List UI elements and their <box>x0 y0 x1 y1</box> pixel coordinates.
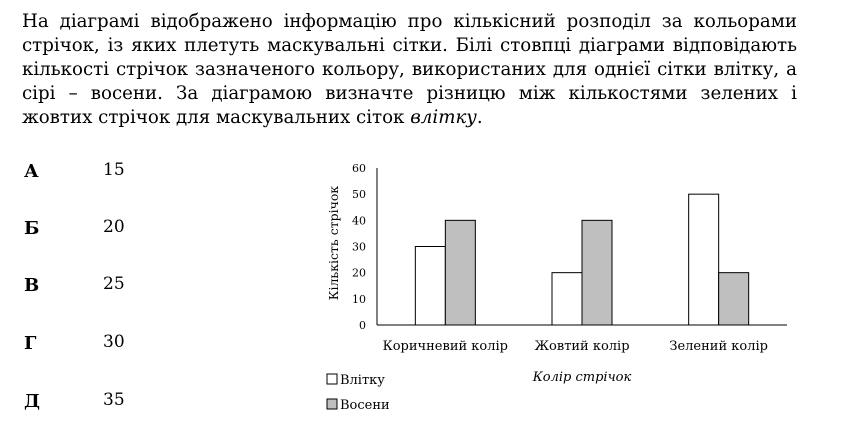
option-value-d: 30 <box>103 332 125 352</box>
bar-autumn <box>719 273 749 325</box>
option-letter-c: В <box>24 275 40 296</box>
option-letter-d: Г <box>24 333 37 354</box>
bar-autumn <box>445 220 475 325</box>
option-value-a: 15 <box>103 160 125 180</box>
y-tick-label: 60 <box>352 162 366 175</box>
option-letter-a: А <box>24 161 39 182</box>
question-text-end: . <box>476 107 483 128</box>
y-tick-label: 20 <box>352 266 366 280</box>
legend-label: Восени <box>340 398 390 413</box>
legend-label: Влітку <box>340 373 385 388</box>
y-axis-title: Кількість стрічок <box>326 185 341 301</box>
question-text-main: На діаграмі відображено інформацію про кількісний розподіл за кольорами стрічок, із яких плетуть маскувальні сітки. Білі стовпці діаграми відповідають кількості стрічок зазначеного кольору, використаних для однієї сітки влітку, а сірі – восени. За діаграмою визначте різницю між кількостями зелених і жовтих стрічок для маскувальних сіток <box>22 11 797 128</box>
option-letter-b: Б <box>24 218 40 239</box>
option-letter-e: Д <box>24 391 41 412</box>
option-value-e: 35 <box>103 390 125 410</box>
legend-swatch <box>327 399 337 409</box>
y-tick-label: 50 <box>352 188 366 202</box>
option-value-b: 20 <box>103 217 125 237</box>
y-tick-label: 10 <box>352 292 366 306</box>
bar-summer <box>415 247 445 326</box>
question-emphasis: влітку <box>410 107 477 128</box>
x-tick-label: Коричневий колір <box>382 339 508 354</box>
bar-autumn <box>582 220 612 325</box>
option-value-c: 25 <box>103 274 125 294</box>
y-tick-label: 30 <box>352 240 366 254</box>
x-tick-label: Зелений колір <box>669 339 768 354</box>
y-tick-label: 40 <box>352 214 366 228</box>
bar-summer <box>552 273 582 325</box>
bar-summer <box>689 194 719 325</box>
y-tick-label: 0 <box>359 319 366 332</box>
x-axis-title: Колір стрічок <box>532 370 632 385</box>
x-tick-label: Жовтий колір <box>534 339 630 354</box>
legend-swatch <box>327 374 337 384</box>
